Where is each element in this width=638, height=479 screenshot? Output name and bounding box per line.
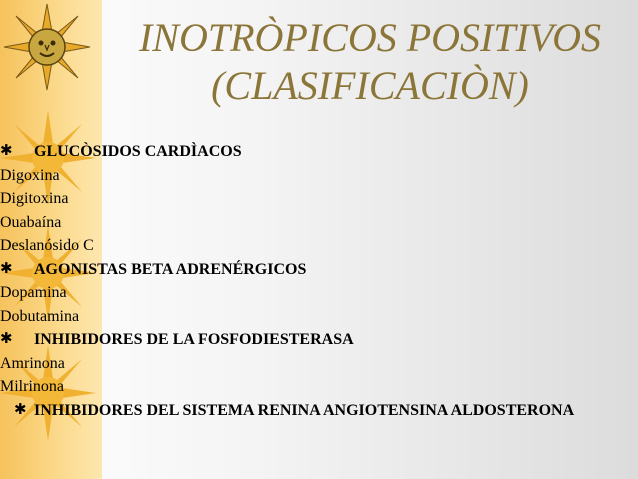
asterisk-bullet-icon: ✱ — [14, 401, 27, 418]
asterisk-bullet-icon: ✱ — [0, 260, 13, 277]
title-line-2: (CLASIFICACIÒN) — [211, 63, 529, 108]
slide-content — [0, 140, 630, 422]
bullet-heading: ✱ INHIBIDORES DE LA FOSFODIESTERASA — [0, 328, 630, 352]
title-line-1: INOTRÒPICOS POSITIVOS — [138, 15, 602, 60]
list-item: Digitoxina — [0, 190, 69, 207]
slide-title — [120, 14, 620, 110]
list-item: Milrinona — [0, 378, 64, 395]
list-item: Digoxina — [0, 166, 60, 184]
asterisk-bullet-icon: ✱ — [0, 143, 13, 159]
bullet-heading: ✱ AGONISTAS BETA ADRENÉRGICOS — [0, 258, 630, 282]
list-item: Deslanósido C — [0, 237, 94, 254]
sun-face-icon — [2, 2, 92, 92]
list-item: Dobutamina — [0, 307, 80, 325]
asterisk-bullet-icon: ✱ — [0, 331, 13, 347]
list-item: Dopamina — [0, 284, 67, 301]
bullet-heading: ✱ GLUCÒSIDOS CARDÌACOS — [0, 140, 630, 164]
list-item: Amrinona — [0, 354, 65, 372]
bullet-heading: ✱ INHIBIDORES DEL SISTEMA RENINA ANGIOTENSINA ALDOSTERONA — [0, 399, 630, 423]
list-item: Ouabaína — [0, 213, 62, 231]
